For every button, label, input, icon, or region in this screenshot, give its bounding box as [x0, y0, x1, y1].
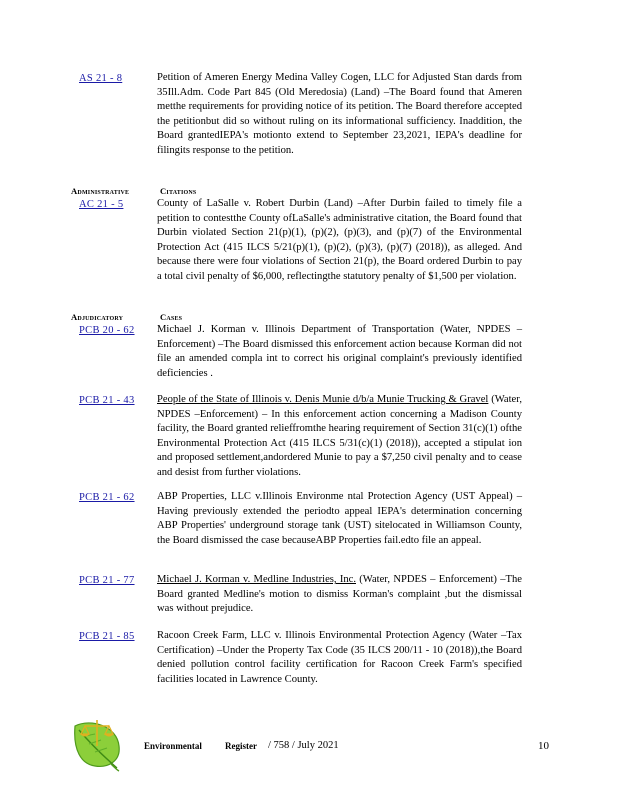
case-link[interactable]: PCB 21 - 43	[79, 395, 135, 406]
case-link[interactable]: PCB 21 - 85	[79, 631, 135, 642]
case-summary	[157, 393, 522, 481]
case-summary	[157, 573, 522, 617]
case-link[interactable]: PCB 21 - 62	[79, 492, 135, 503]
section-heading-right: Citations	[160, 186, 197, 196]
section-heading-left: Administrative	[71, 186, 130, 196]
case-summary: Racoon Creek Farm, LLC v. Illinois Environmental Protection Agency (Water –Tax Certification) –Under the Property Tax Code (35 ILCS 200/11 - 10 (2018)),the Board denied pollution control facility certification for Racoon Creek Farm's specified facilities located in Lawrence County.	[157, 630, 522, 685]
case-summary-text: (Water, NPDES –Enforcement) – In this enforcement action concerning a Madison County facility, the Board granted relieffromthe hearing requirement of Section 31(c)(1) ofthe Environmental Protection Act (415 ILCS 5/31(c)(1) (2018)), accepted a stipulat ion and proposed settlement,andordered Munie to pay a $7,250 civil penalty and to cease and desist from further violations.	[157, 394, 522, 478]
case-summary: Michael J. Korman v. Illinois Department of Transportation (Water, NPDES –Enforcement) –The Board dismissed this enforcement action because Korman did not file an amended compla int to correct his original complaint's previously identified deficiencies .	[157, 324, 522, 379]
case-title: People of the State of Illinois v. Denis Munie d/b/a Munie Trucking & Gravel	[157, 394, 489, 405]
section-heading-right: Cases	[160, 312, 183, 322]
case-link[interactable]: AS 21 - 8	[79, 73, 123, 84]
case-title: Michael J. Korman v. Medline Industries, Inc.	[157, 574, 356, 585]
leaf-scales-logo-icon	[71, 716, 123, 772]
case-link[interactable]: PCB 20 - 62	[79, 325, 135, 336]
case-link[interactable]: AC 21 - 5	[79, 199, 124, 210]
case-summary: ABP Properties, LLC v.Illinois Environme ntal Protection Agency (UST Appeal) –Having previously extended the periodto appeal IEPA's determination concerning ABP Properties' underground storage tank (UST) sitelocated in Williamson County, the Board dismissed the case becauseABP Properties fail.edto file an appeal.	[157, 491, 522, 546]
case-link[interactable]: PCB 21 - 77	[79, 575, 135, 586]
publication-register: Register	[225, 741, 257, 751]
page-number: 10	[538, 740, 549, 752]
section-heading-left: Adjudicatory	[71, 312, 124, 322]
publication-title: Environmental	[144, 741, 202, 751]
case-summary: Petition of Ameren Energy Medina Valley Cogen, LLC for Adjusted Stan dards from 35Ill.Adm. Code Part 845 (Old Meredosia) (Land) –The Board found that Ameren metthe requirements for providing notice of its petition. The Board therefore accepted the petitionbut did so without ruling on its informational sufficiency. Inaddition, the Board grantedIEPA's motionto extend to September 23,2021, IEPA's deadline for filingits response to the petition.	[157, 72, 522, 156]
case-summary: County of LaSalle v. Robert Durbin (Land) –After Durbin failed to timely file a petition to contestthe County ofLaSalle's administrative citation, the Board found that Durbin violated Section 21(p)(1), (p)(2), (p)(3), and (p)(7) of the Environmental Protection Act (415 ILCS 5/21(p)(1), (p)(2), (p)(3), (p)(7) (2018)), as alleged. And because there were four violations of Section 21(p), the Board ordered Durbin to pay a total civil penalty of $6,000, reflectingthe statutory penalty of $1,500 per violation.	[157, 198, 522, 282]
issue-info: / 758 / July 2021	[268, 740, 339, 751]
case-summary-text: (Water, NPDES – Enforcement) –The Board granted Medline's motion to dismiss Korman's complaint ,but the dismissal was without prejudice.	[157, 574, 523, 615]
